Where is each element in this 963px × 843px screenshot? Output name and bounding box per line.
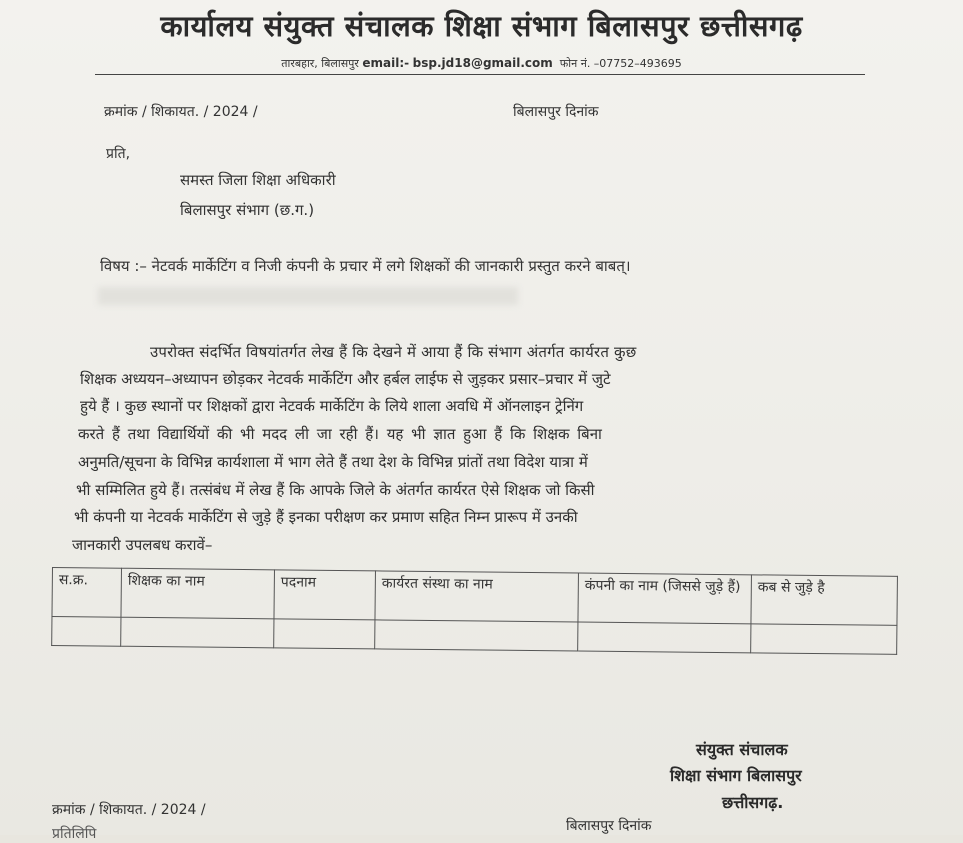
table-cell: [751, 624, 897, 655]
header-divider: [95, 74, 865, 75]
body-line-7: भी कंपनी या नेटवर्क मार्केटिंग से जुड़े हैं इनका परीक्षण कर प्रमाण सहित निम्न प्रारूप में उनकी: [74, 508, 578, 526]
signature-office: शिक्षा संभाग बिलासपुर: [670, 766, 802, 785]
table-cell: [375, 620, 578, 651]
email-label: email:-: [362, 56, 410, 70]
phone-number: फोन नं. –07752–493695: [559, 57, 682, 70]
table-cell: [121, 617, 274, 648]
body-line-3: हुये हैं । कुछ स्थानों पर शिक्षकों द्वारा नेटवर्क मार्केटिंग के लिये शाला अवधि में ऑनलाइन ट्रेनिंग: [80, 397, 584, 415]
footer-place-date: बिलासपुर दिनांक: [566, 818, 652, 834]
subject-line: विषय :– नेटवर्क मार्केटिंग व निजी कंपनी के प्रचार में लगे शिक्षकों की जानकारी प्रस्तुत करने बाबत्।: [100, 257, 631, 275]
col-designation: पदनाम: [274, 570, 376, 620]
place-date: बिलासपुर दिनांक: [513, 104, 599, 120]
body-line-2: शिक्षक अध्ययन–अध्यापन छोड़कर नेटवर्क मार्केटिंग और हर्बल लाईफ से जुड़कर प्रसार–प्रचार में जुटे: [80, 370, 611, 388]
office-contact: [0, 56, 963, 71]
recipient-line-2: बिलासपुर संभाग (छ.ग.): [180, 201, 315, 219]
office-title: कार्यालय संयुक्त संचालक शिक्षा संभाग बिलासपुर छत्तीसगढ़: [160, 9, 803, 43]
col-company: कंपनी का नाम (जिससे जुड़े हैं): [578, 573, 752, 624]
recipient-line-1: समस्त जिला शिक्षा अधिकारी: [180, 171, 336, 189]
body-line-8: जानकारी उपलबध करावें–: [72, 536, 213, 554]
signature-designation: संयुक्त संचालक: [696, 740, 788, 759]
body-line-6: भी सम्मिलित हुये हैं। तत्संबंध में लेख हैं कि आपके जिले के अंतर्गत कार्यरत ऐसे शिक्षक जो किसी: [76, 481, 595, 499]
teacher-info-table: [51, 567, 898, 655]
col-since: कब से जुड़े है: [751, 575, 898, 626]
signature-state: छत्तीसगढ़.: [722, 793, 784, 812]
table-cell: [578, 622, 751, 653]
email-address: bsp.jd18@gmail.com: [412, 56, 553, 70]
recipient-prati: प्रति,: [106, 146, 131, 162]
col-institution: कार्यरत संस्था का नाम: [375, 571, 579, 622]
body-line-4: करते हैं तथा विद्यार्थियों की भी मदद ली जा रही हैं। यह भी ज्ञात हुआ हैं कि शिक्षक बिना: [78, 425, 602, 443]
reference-number: क्रमांक / शिकायत. / 2024 /: [104, 104, 258, 120]
col-teacher-name: शिक्षक का नाम: [121, 568, 275, 619]
table-cell: [274, 619, 375, 649]
footer-prati-partial: प्रतिलिपि: [52, 826, 97, 842]
table-header-row: [52, 568, 897, 626]
col-serial: स.क्र.: [52, 568, 122, 618]
footer-reference-number: क्रमांक / शिकायत. / 2024 /: [52, 802, 206, 818]
blurred-reference: [98, 287, 518, 305]
body-line-1: उपरोक्त संदर्भित विषयांतर्गत लेख हैं कि देखने में आया हैं कि संभाग अंतर्गत कार्यरत कुछ: [150, 343, 637, 361]
table-cell: [52, 617, 121, 647]
office-address: तारबहार, बिलासपुर: [281, 57, 359, 70]
body-line-5: अनुमति/सूचना के विभिन्न कार्यशाला में भाग लेते हैं तथा देश के विभिन्न प्रांतों तथा विदेश यात्रा में: [78, 453, 588, 471]
